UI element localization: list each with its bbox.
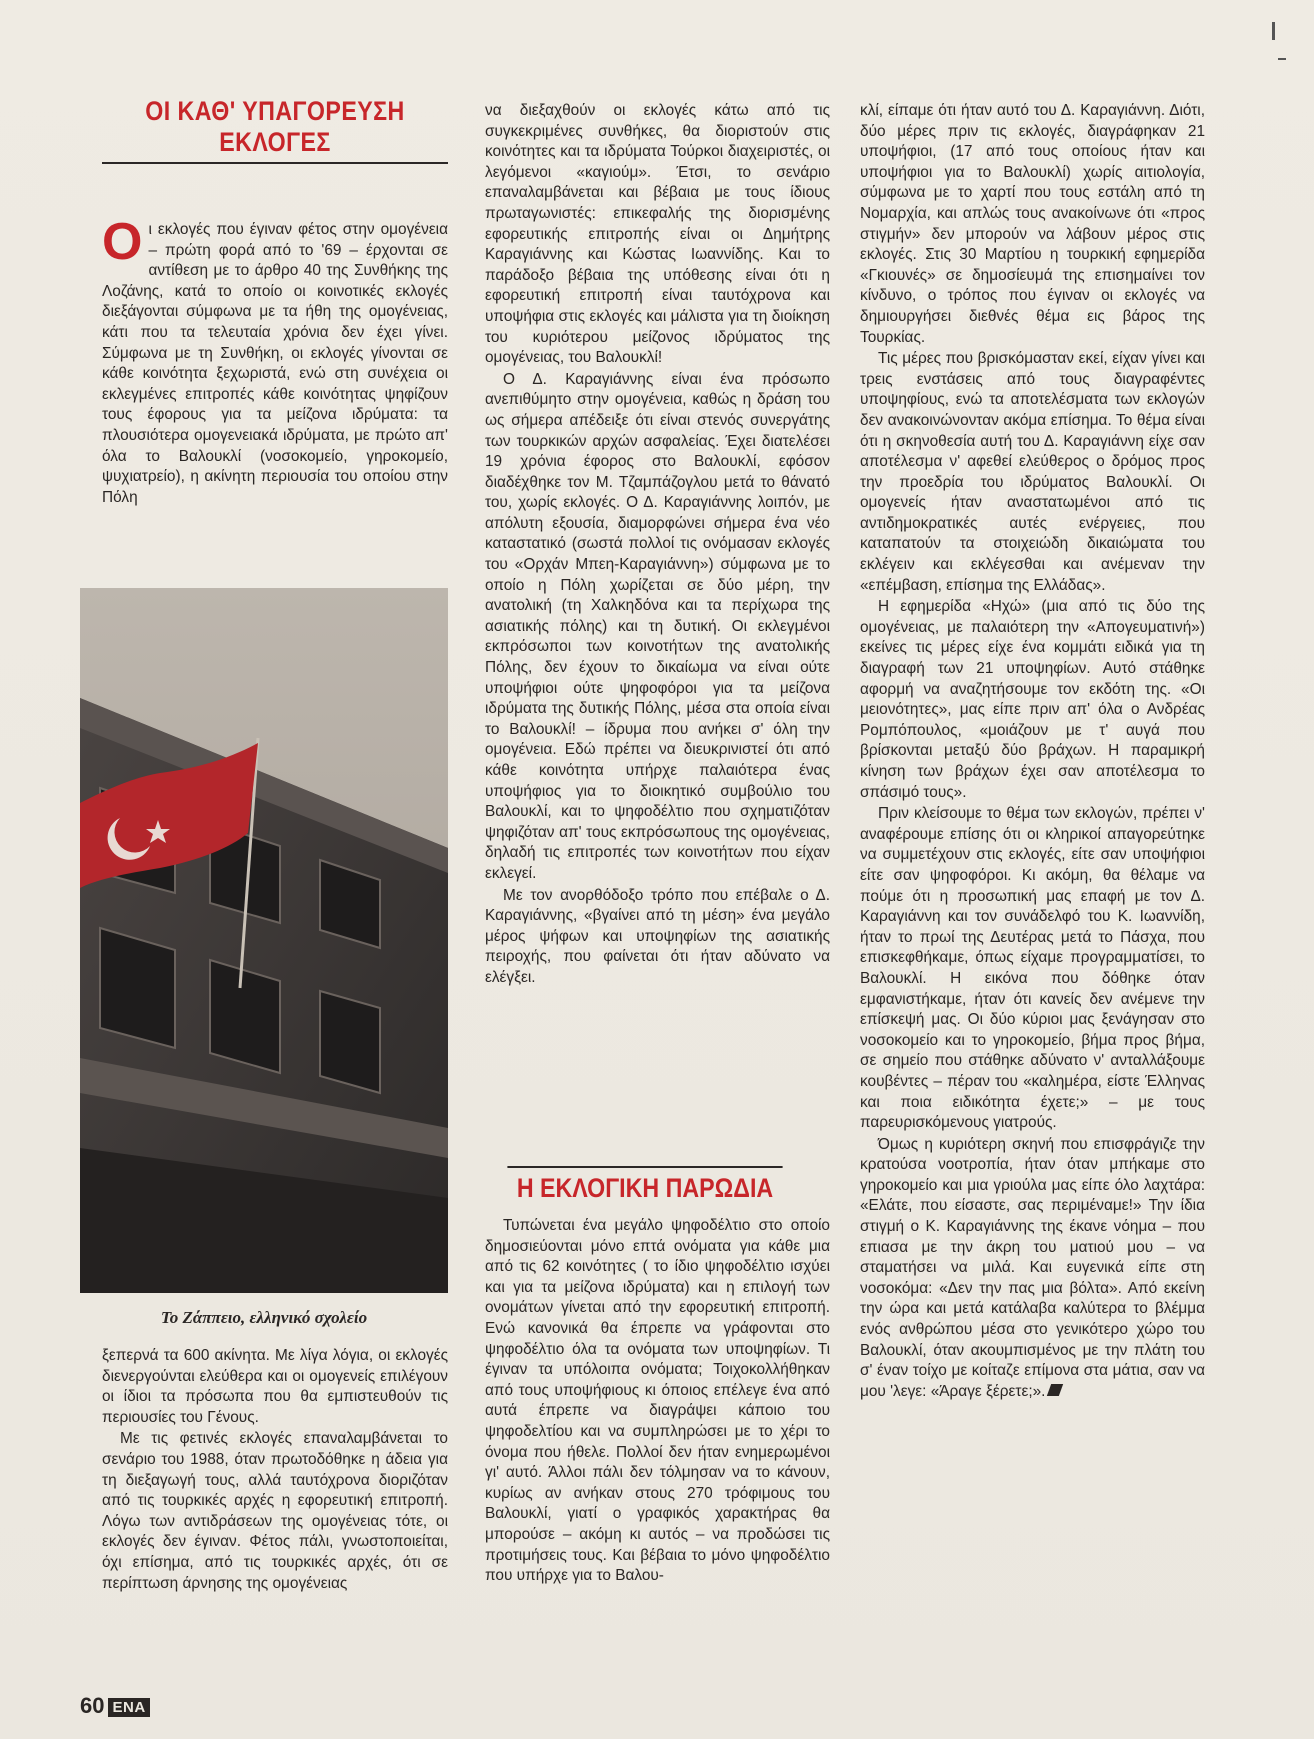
page-number: 60	[80, 1693, 105, 1718]
crop-mark	[1278, 58, 1286, 60]
paragraph: Πριν κλείσουμε το θέμα των εκλογών, πρέπει ν' αναφέρουμε επίσης ότι οι κληρικοί απαγορεύτηκε να συμμετέχουν στις εκλογές, είτε σαν υποψήφιοι είτε σαν ψηφοφόροι. Κι ακόμη, θα θέλαμε να πούμε ότι η προσωπική μας επαφή με τον Δ. Καραγιάννη και τον συνάδελφό του Κ. Ιωαννίδη, ήταν το πρωί της Δευτέρας μετά το Πάσχα, που επισκεφθήκαμε, όπως είχαμε προγραμματίσει, το Βαλουκλί. Η εικόνα που δόθηκε όταν εμφανιστήκαμε, ήταν ότι κανείς δεν ανέμενε την επίσκεψή μας. Οι δύο κύριοι μας ξενάγησαν στο νοσοκομείο και το γηροκομείο, βήμα προς βήμα, σε σημείο που στάθηκε αδύνατο ν' ανταλλάξουμε κουβέντες – πέραν του «καλημέρα, είστε Έλληνας και ποια ειδικότητα έχετε;» – με τους παρευρισκόμενους γιατρούς.	[860, 805, 1205, 1132]
photo-caption: Το Ζάππειο, ελληνικό σχολείο	[160, 1308, 368, 1327]
paragraph: Ο Δ. Καραγιάννης είναι ένα πρόσωπο ανεπιθύμητο στην ομογένεια, καθώς η δράση του ως σήμερα απέδειξε ότι είναι στενός συνεργάτης των τουρκικών αρχών ασφαλείας. Έχει διατελέσει 19 χρόνια έφορος στο Βαλουκλί, εφόσον διαδέχθηκε τον Μ. Τζαμπάζογλου μετά το θάνατό του, χωρίς εκλογές. Ο Δ. Καραγιάννης λοιπόν, με απόλυτη εξουσία, διαμορφώνει σήμερα ένα νέο καταστατικό (σωστά πολλοί τις ονόμασαν εκλογές του «Ορχάν Μπεη-Καραγιάννη») σύμφωνα με το οποίο η Πόλη χωρίζεται σε δύο μέρη, την ανατολική (τη Χαλκηδόνα και τα περίχωρα της ασιατικής πόλης) και τη δυτική. Οι εκλεγμένοι εκπρόσωποι των κοινοτήτων της ανατολικής Πόλης, δεν έχουν το δικαίωμα να είναι ούτε υποψήφιοι ούτε ψηφοφόροι για τα μείζονα ιδρύματα της δυτικής Πόλης, μέσα στα οποία είναι το Βαλουκλί! – ίδρυμα που ανήκει σ' όλη την ομογένεια. Εδώ πρέπει να διευκρινιστεί ότι από κάθε κοινότητα υπήρχε παλαιότερα ένας υποψήφιος για το διοικητικό συμβούλιο του Βαλουκλί, και το ψηφοδέλτιο που σχηματιζόταν ψηφιζόταν απ' τους εκπρόσωπους της ομογένειας, δηλαδή τις επιτροπές των κοινοτήτων που είχαν εκλεγεί.	[485, 370, 830, 882]
paragraph: Με τον ανορθόδοξο τρόπο που επέβαλε ο Δ. Καραγιάννης, «βγαίνει από τη μέση» ένα μεγάλο μέρος ψήφων και υποψηφίων της ασιατικής πειροχής, που φαίνεται ότι ήταν αδύνατο να ελέγξει.	[485, 886, 830, 986]
lead-paragraph: Οι εκλογές που έγιναν φέτος στην ομογένεια – πρώτη φορά από το '69 – έρχονται σε αντίθεση με το άρθρο 40 της Συνθήκης της Λοζάνης, κατά το οποίο οι κοινοτικές εκλογές διεξάγονται σύμφωνα με τα ήθη της ομογένειας, κάτι που τα τελευταία χρόνια δεν έχει γίνει. Σύμφωνα με τη Συνθήκη, οι εκλογές γίνονται σε κάθε κοινότητα ξεχωριστά, ενώ στη συνέχεια οι εκλεγμένες επιτροπές κάθε κοινότητας ψηφίζουν τους έφορους για τα μείζονα ιδρύματα: τα πλουσιότερα ομογενειακά ιδρύματα, με πρώτο απ' όλα το Βαλουκλί (νοσοκομείο, γηροκομείο, ψυχιατρείο), η ακίνητη περιουσία του οποίου στην Πόλη	[102, 213, 448, 506]
paragraph: Η εφημερίδα «Ηχώ» (μια από τις δύο της ομογένειας, με παλαιότερη την «Απογευματινή») εκείνες τις μέρες είχε ένα κομμάτι ειδικά για τη διαγραφή των 21 υποψηφίων. Αυτό στάθηκε αφορμή να αναζητήσουμε τον εκδότη της. «Οι μειονότητες», μας είπε πριν απ' όλα ο Ανδρέας Ρομπόπουλος, «μοιάζουν με τ' αυγά που βρίσκονται μεταξύ δύο βράχων. Η παραμικρή κίνηση των βράχων έχει σαν αποτέλεσμα το σπάσιμό τους».	[860, 598, 1205, 801]
column-2-top	[485, 101, 830, 989]
crop-mark	[1272, 22, 1275, 40]
end-of-article-icon	[1047, 1384, 1063, 1396]
column-1-bottom	[102, 1346, 448, 1594]
magazine-logo: ΕΝΑ	[108, 1698, 149, 1717]
photo-zappeio-flag	[80, 588, 448, 1293]
paragraph: να διεξαχθούν οι εκλογές κάτω από τις συγκεκριμένες συνθήκες, θα διοριστούν στις κοινότητες και τα ιδρύματα Τούρκοι διαχειριστές, οι λεγόμενοι «καγιούμ». Έτσι, το σενάριο επαναλαμβάνεται και βέβαια με τους ίδιους πρωταγωνιστές: επικεφαλής της διορισμένης εφορευτικής επιτροπής είναι οι Δημήτρης Καραγιάννης και Κώστας Ιωαννίδης. Και το παράδοξο βέβαια της υπόθεσης είναι ότι η εφορευτική επιτροπή είναι ταυτόχρονα και υποψήφια στις εκλογές και μάλιστα για τη διοίκηση του κυριότερου μείζονος ιδρύματος της ομογένειας, του Βαλουκλί!	[485, 102, 830, 367]
paragraph: Τυπώνεται ένα μεγάλο ψηφοδέλτιο στο οποίο δημοσιεύονται μόνο επτά ονόματα για κάθε μια από τις 62 κοινότητες ( το ίδιο ψηφοδέλτιο ισχύει και για τα μείζονα ιδρύματα) και η επιλογή των ονομάτων γίνεται από την εφορευτική επιτροπή. Ενώ κανονικά θα έπρεπε να γράφονται στο ψηφοδέλτιο όλα τα ονόματα των υποψηφίων. Τι έγιναν τα υπόλοιπα ονόματα; Τοιχοκολλήθηκαν από τους υποψήφιους κι όποιος επέλεγε ένα από αυτά έπρεπε να διαγράψει κάποιο του ψηφοδελτίου και να συμπληρώσει με το χέρι το όνομα που ήθελε. Πολλοί δεν ήταν ενημερωμένοι γι' αυτό. Άλλοι πάλι δεν τόλμησαν να το κάνουν, κυρίως αν ανήκαν στους 270 τρόφιμους του Βαλουκλί, γιατί ο γραφικός χαρακτήρας θα μπορούσε – ακόμη κι αυτός – να προδώσει τις προτιμήσεις τους. Και βέβαια το μόνο ψηφοδέλτιο που υπήρχε για το Βαλου-	[485, 1217, 830, 1585]
paragraph: Τις μέρες που βρισκόμασταν εκεί, είχαν γίνει και τρεις ενστάσεις από τους διαγραφέντες υποψηφίους, ενώ τα αποτελέσματα των εκλογών δεν ανακοινώνονταν ακόμα επίσημα. Το θέμα είναι ότι η σκηνοθεσία αυτή του Δ. Καραγιάννη είχε σαν αποτέλεσμα ν' αφεθεί ελεύθερος ο δρόμος προς την προεδρία του ιδρύματος Βαλουκλί. Οι ομογενείς ήταν αναστατωμένοι από τις αντιδημοκρατικές αυτές ενέργειες, που καταπατούν τα στοιχειώδη δικαιώματα του εκλέγειν και εκλέγεσθαι και ανέμεναν την «επέμβαση, επίσημα της Ελλάδας».	[860, 350, 1205, 594]
dropcap: Ο	[102, 213, 143, 271]
paragraph: Όμως η κυριότερη σκηνή που επισφράγιζε την κρατούσα νοοτροπία, ήταν όταν μπήκαμε στο γηροκομείο και μια γριούλα μας είπε όλο λαχτάρα: «Ελάτε, που είσαστε, σας περιμέναμε!» Την ίδια στιγμή ο Κ. Καραγιάννης της έκανε νόημα – που επιασα με την άκρη του ματιού μου – να σταματήσει να μιλά. Και ευγενικά είπε στη νοσοκόμα: «Δεν την πας μια βόλτα». Από εκείνη την ώρα και μετά κατάλαβα καλύτερα το βλέμμα ενός ανθρώπου μέσα στο γενικότερο χώρο του Βαλουκλί, όταν ακουμπισμένος με την πλάτη του σ' έναν τοίχο με κοίταζε επίμονα στα μάτια, σαν να μου 'λεγε: «Άραγε ξέρετε;».	[860, 1135, 1205, 1400]
column-3	[860, 101, 1205, 1402]
paragraph: ξεπερνά τα 600 ακίνητα. Με λίγα λόγια, οι εκλογές διενεργούνται ελεύθερα και οι ομογενείς επιλέγουν οι ίδιοι τα πρόσωπα που θα εμπιστευθούν τις περιουσίες του Γένους.	[102, 1347, 448, 1426]
section-heading: Η ΕΚΛΟΓΙΚΗ ΠΑΡΩΔΙΑ	[507, 1166, 782, 1208]
column-1-top	[102, 213, 448, 508]
column-2-bottom	[485, 1216, 830, 1587]
paragraph: κλί, είπαμε ότι ήταν αυτό του Δ. Καραγιάννη. Διότι, δύο μέρες πριν τις εκλογές, διαγράφηκαν 21 υποψήφιοι, (17 από τους οποίους ήταν και υποψήφιοι για το Βαλουκλί) χωρίς αιτιολογία, σύμφωνα με το χαρτί που τους εστάλη από τη Νομαρχία, και απλώς τους ανακοίνωνε ότι «προς στιγμήν» δεν μπορούν να λάβουν μέρος στις εκλογές. Στις 30 Μαρτίου η τουρκική εφημερίδα «Γκιουνές» σε δημοσίευμά της επισημαίνει τον κίνδυνο, ο τρόπος που έγιναν οι εκλογές να δημιουργήσει διεθνές θέμα εις βάρος της Τουρκίας.	[860, 102, 1205, 346]
photo-illustration	[80, 588, 448, 1293]
paragraph: Με τις φετινές εκλογές επαναλαμβάνεται το σενάριο του 1988, όταν πρωτοδόθηκε η άδεια για τη διεξαγωγή τους, αλλά ταυτόχρονα διοριζόταν από τις τουρκικές αρχές η εφορευτική επιτροπή. Λόγω των αντιδράσεων της ομογένειας τότε, οι εκλογές δεν έγιναν. Φέτος πάλι, γνωστοποιείται, όχι επίσημα, από τις τουρκικές αρχές, ότι σε περίπτωση άρνησης της ομογένειας	[102, 1430, 448, 1592]
folio	[80, 1693, 150, 1719]
article-headline: ΟΙ ΚΑΘ' ΥΠΑΓΟΡΕΥΣΗ ΕΚΛΟΓΕΣ	[145, 96, 405, 157]
headline-rule	[102, 162, 448, 164]
